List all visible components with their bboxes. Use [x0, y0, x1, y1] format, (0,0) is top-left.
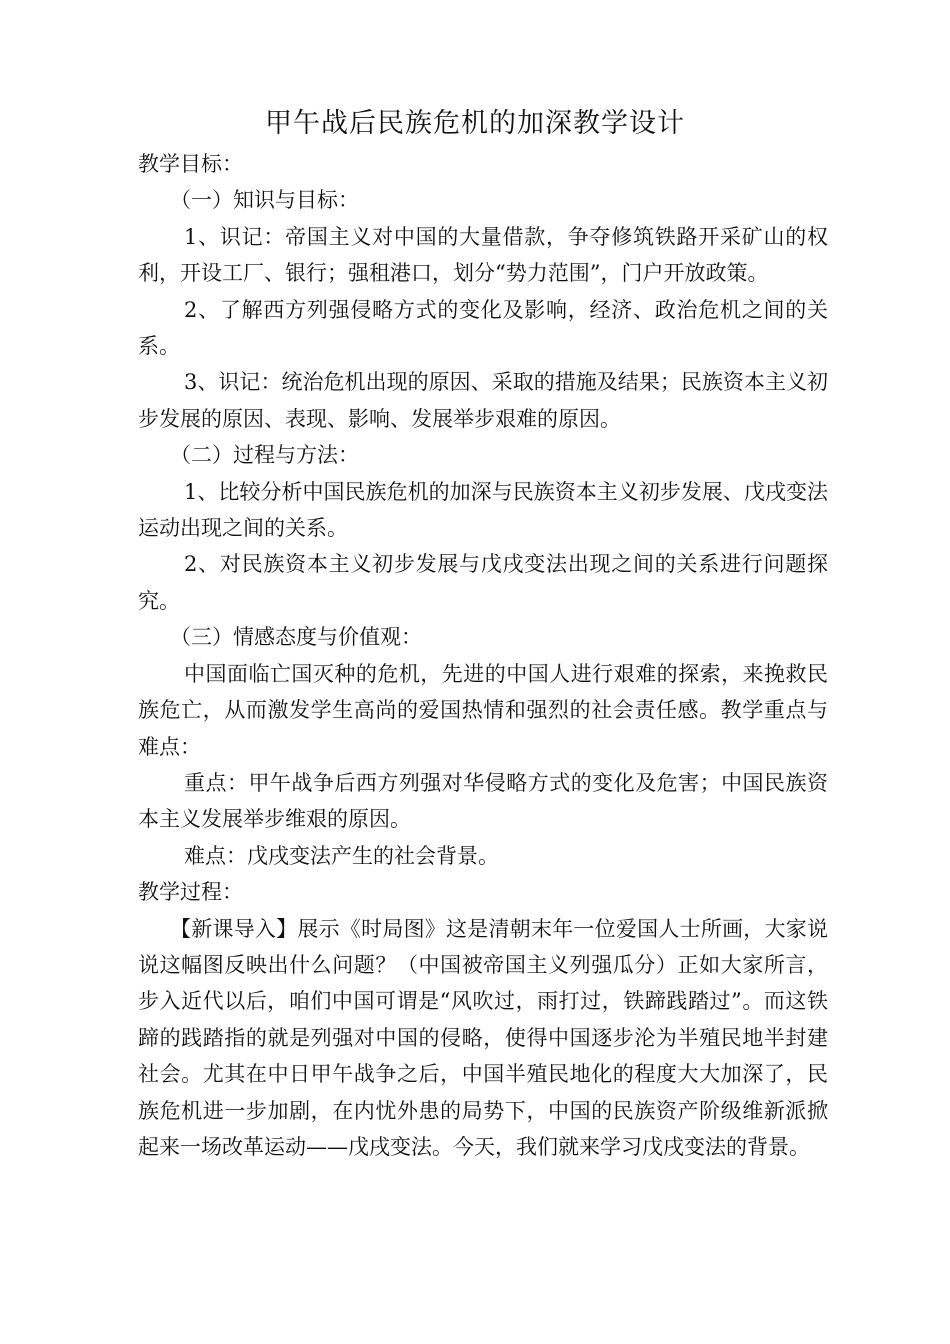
section-heading-teaching-goals: 教学目标： [138, 152, 243, 176]
paragraph-knowledge-3: 3、识记：统治危机出现的原因、采取的措施及结果；民族资本主义初步发展的原因、表现、影响、发展举步艰难的原因。 [138, 370, 828, 431]
paragraph-knowledge-2: 2、了解西方列强侵略方式的变化及影响，经济、政治危机之间的关系。 [138, 297, 828, 359]
paragraph-key-point: 重点：甲午战争后西方列强对华侵略方式的变化及危害；中国民族资本主义发展举步维艰的原因。 [138, 770, 828, 832]
subsection-heading-knowledge: （一）知识与目标： [170, 188, 359, 213]
document-title: 甲午战后民族危机的加深教学设计 [265, 108, 685, 139]
paragraph-process-1: 1、比较分析中国民族危机的加深与民族资本主义初步发展、戊戌变法运动出现之间的关系。 [138, 479, 828, 541]
paragraph-knowledge-1: 1、识记：帝国主义对中国的大量借款，争夺修筑铁路开采矿山的权利，开设工厂、银行；强租港口，划分“势力范围”，门户开放政策。 [138, 224, 828, 286]
paragraph-process-2: 2、对民族资本主义初步发展与戊戌变法出现之间的关系进行问题探究。 [138, 552, 828, 613]
paragraph-lesson-intro: 【新课导入】展示《时局图》这是清朝末年一位爱国人士所画，大家说说这幅图反映出什么问题？（中国被帝国主义列强瓜分）正如大家所言，步入近代以后，咱们中国可谓是“风吹过，雨打过，铁蹄践踏过”。而这铁蹄的践踏指的就是列强对中国的侵略，使得中国逐步沦为半殖民地半封建社会。尤其在中日甲午战争之后，中国半殖民地化的程度大大加深了，民族危机进一步加剧，在内忧外患的局势下，中国的民族资产阶级维新派掀起来一场改革运动——戊戌变法。今天，我们就来学习戊戌变法的背景。 [138, 916, 828, 1159]
document-body [138, 146, 828, 1165]
paragraph-difficult-point: 难点：戊戌变法产生的社会背景。 [184, 843, 499, 868]
subsection-heading-process: （二）过程与方法： [170, 443, 359, 468]
section-heading-teaching-process: 教学过程： [138, 880, 243, 905]
subsection-heading-values: （三）情感态度与价值观： [170, 625, 422, 650]
paragraph-values: 中国面临亡国灭种的危机，先进的中国人进行艰难的探索，来挽救民族危亡，从而激发学生高尚的爱国热情和强烈的社会责任感。教学重点与难点： [138, 661, 828, 759]
